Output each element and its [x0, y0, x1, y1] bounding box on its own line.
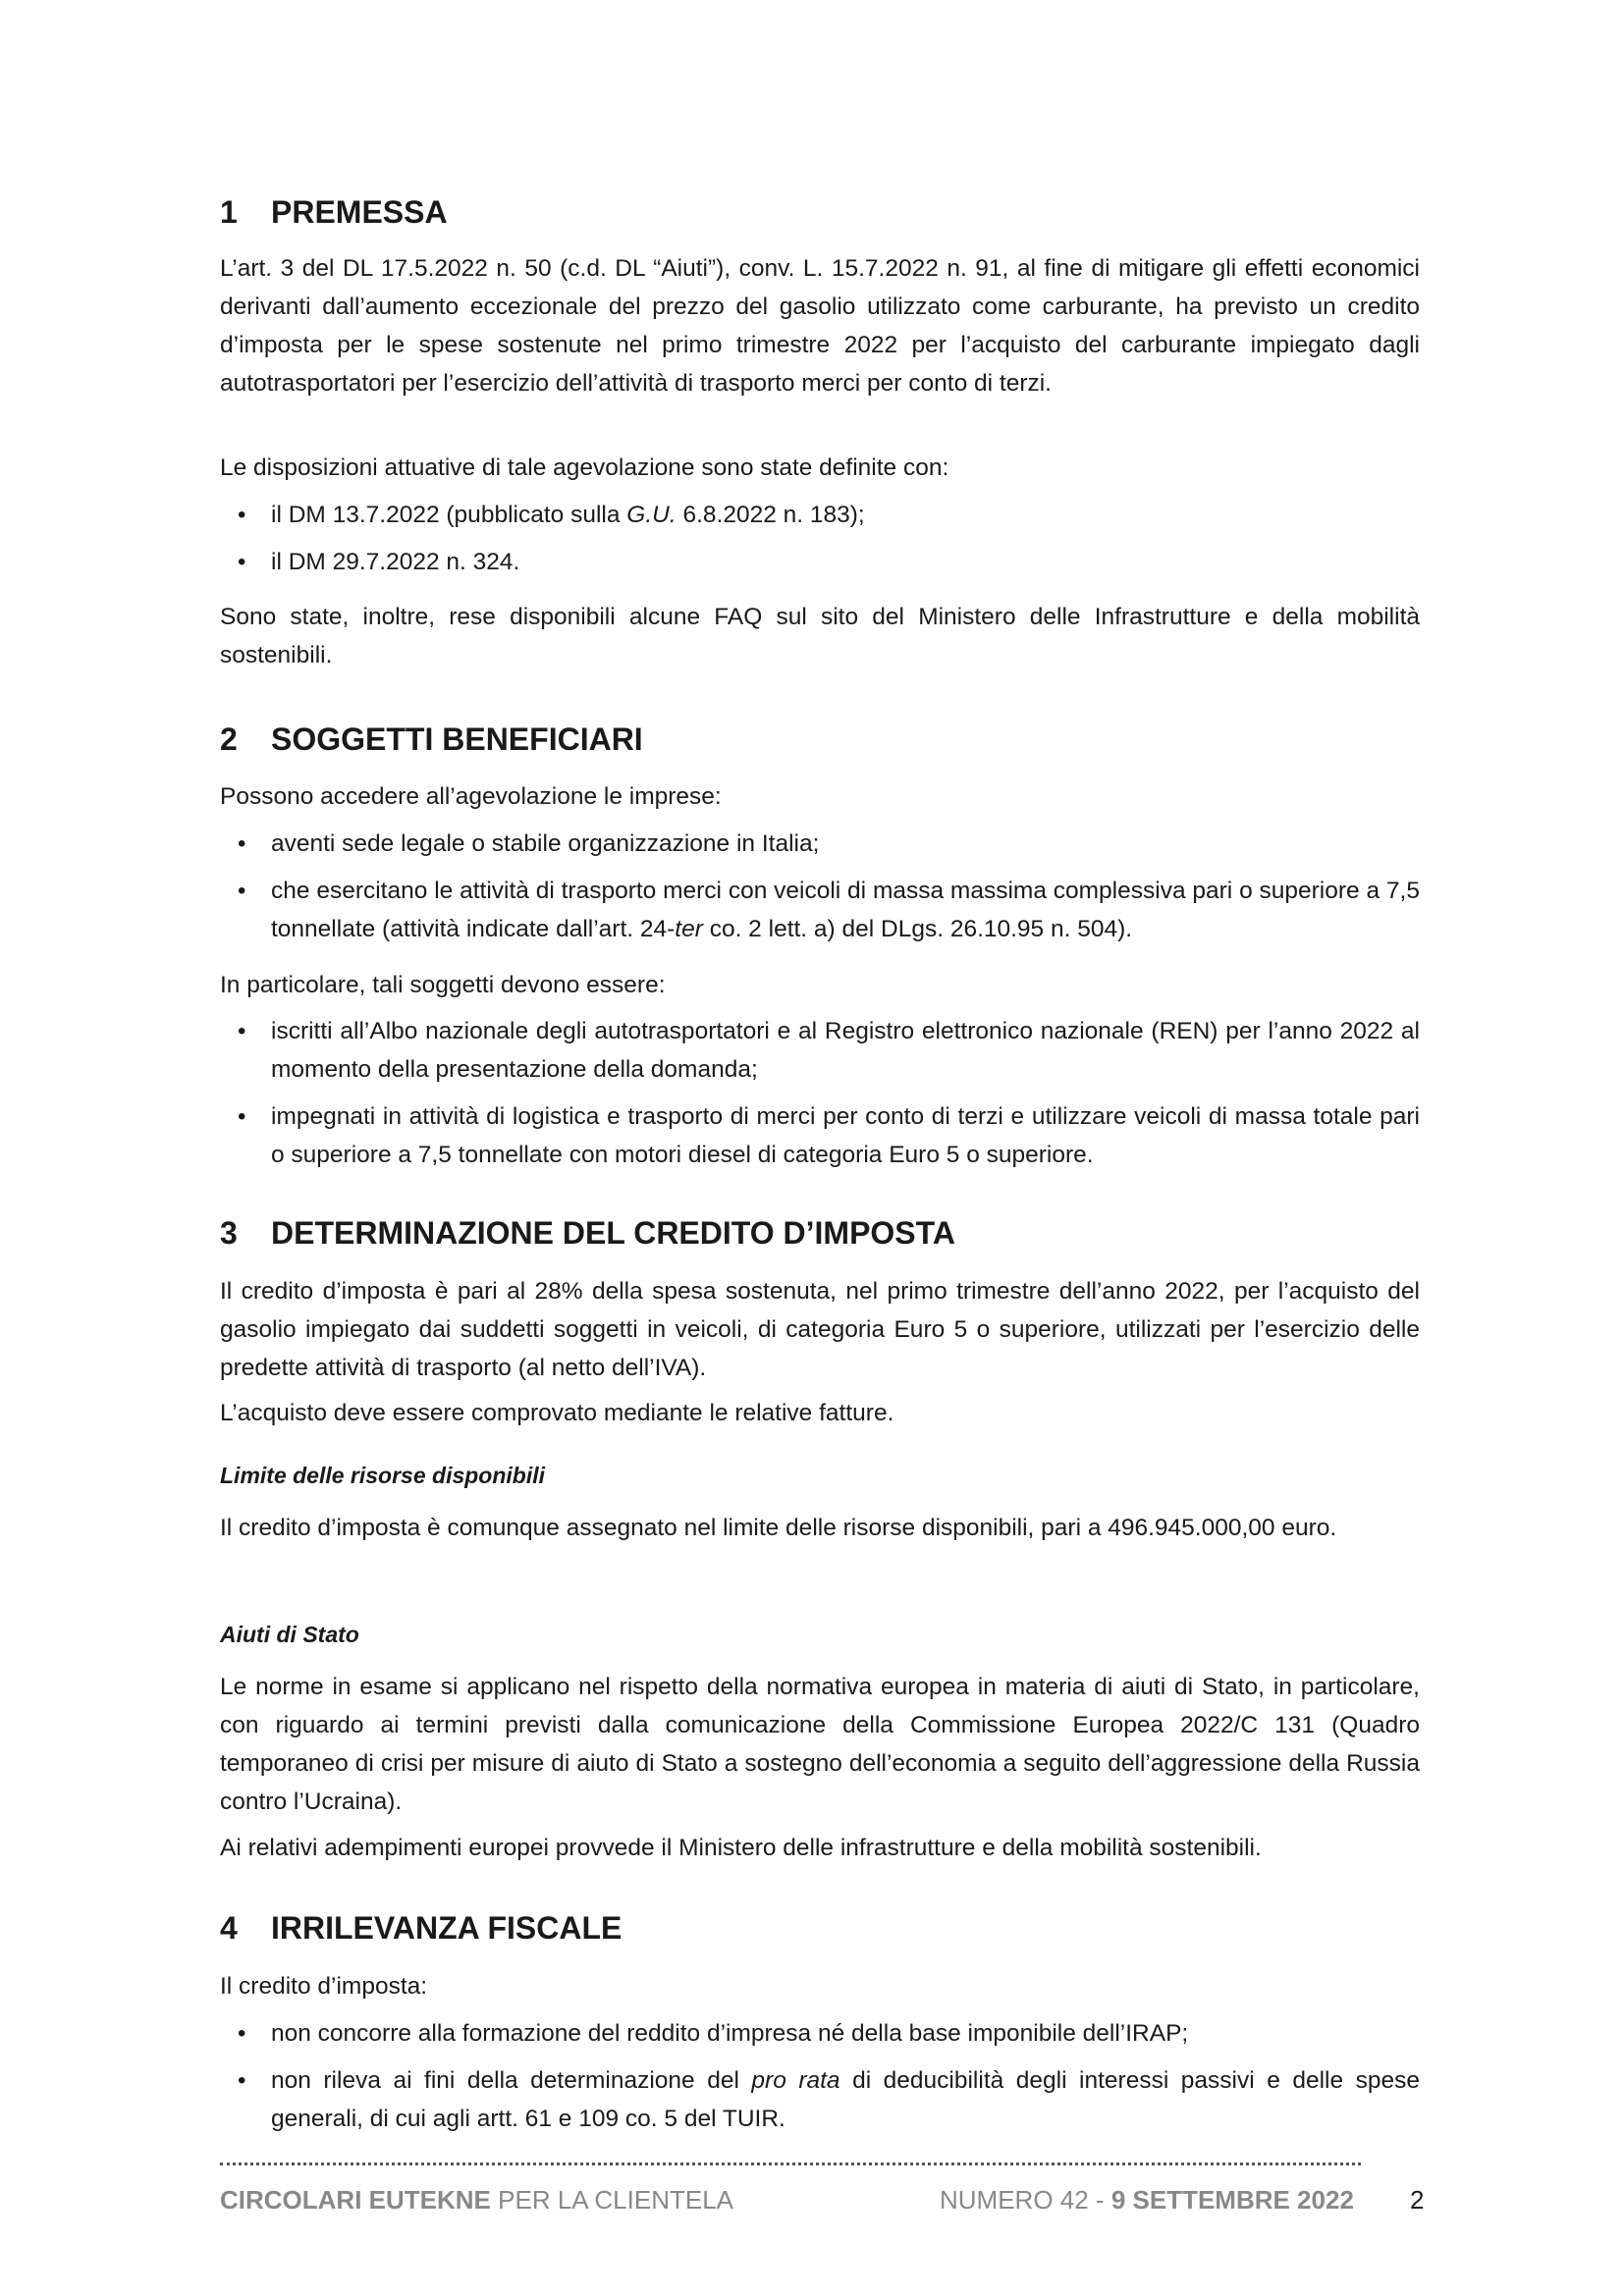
- section-4-paragraph-1: Il credito d’imposta:: [220, 1973, 428, 2000]
- section-number: 2: [220, 721, 238, 757]
- list-item: • non concorre alla formazione del reddito d’impresa né della base imponibile dell’IRAP;: [220, 2014, 1420, 2053]
- page-number: 2: [1410, 2185, 1425, 2215]
- section-3-paragraph-3: Il credito d’imposta è comunque assegnato nel limite delle risorse disponibili, pari a 496.945.000,00 euro.: [220, 1515, 1337, 1541]
- bullet-icon: •: [238, 1018, 246, 1044]
- list-item: • impegnati in attività di logistica e trasporto di merci per conto di terzi e utilizzare veicoli di massa totale pari o superiore a 7,5 tonnellate con motori diesel di categoria Euro 5 o superiore.: [220, 1097, 1420, 1174]
- section-3-paragraph-1: Il credito d’imposta è pari al 28% della spesa sostenuta, nel primo trimestre dell’anno 2022, per l’acquisto del gasolio impiegato dai suddetti soggetti in veicoli, di categoria Euro 5 o superiore, utilizzati per l’esercizio delle predette attività di trasporto (al netto dell’IVA).: [220, 1278, 1420, 1381]
- section-1-paragraph-3: Sono state, inoltre, rese disponibili alcune FAQ sul sito del Ministero delle Infrastrutture e della mobilità sostenibili.: [220, 604, 1420, 668]
- subheading-state-aid: Aiuti di Stato: [220, 1622, 359, 1647]
- section-2-paragraph-2: In particolare, tali soggetti devono essere:: [220, 972, 666, 998]
- list-item: • il DM 29.7.2022 n. 324.: [220, 543, 1420, 581]
- section-2-paragraph-1: Possono accedere all’agevolazione le imprese:: [220, 783, 722, 810]
- bullet-icon: •: [238, 502, 246, 528]
- section-title: PREMESSA: [271, 194, 448, 230]
- list-item: • aventi sede legale o stabile organizzazione in Italia;: [220, 825, 1420, 863]
- footer-issue: NUMERO 42 - 9 SETTEMBRE 2022: [940, 2185, 1354, 2215]
- section-1-heading: [220, 194, 448, 231]
- section-2-heading: [220, 721, 643, 758]
- bullet-icon: •: [238, 1103, 246, 1130]
- section-number: 1: [220, 194, 238, 230]
- section-3-paragraph-5: Ai relativi adempimenti europei provvede il Ministero delle infrastrutture e della mobilità sostenibili.: [220, 1835, 1262, 1861]
- section-number: 3: [220, 1215, 238, 1251]
- section-1-paragraph-2: Le disposizioni attuative di tale agevolazione sono state definite con:: [220, 454, 949, 481]
- list-item: • non rileva ai fini della determinazione del pro rata di deducibilità degli interessi passivi e delle spese generali, di cui agli artt. 61 e 109 co. 5 del TUIR.: [220, 2061, 1420, 2138]
- subheading-resource-limit: Limite delle risorse disponibili: [220, 1463, 546, 1488]
- section-3-heading: [220, 1215, 955, 1252]
- section-1-paragraph-1: L’art. 3 del DL 17.5.2022 n. 50 (c.d. DL “Aiuti”), conv. L. 15.7.2022 n. 91, al fine di mitigare gli effetti economici derivanti dall’aumento eccezionale del prezzo del gasolio utilizzato come carburante, ha previsto un credito d’imposta per le spese sostenute nel primo trimestre 2022 per l’acquisto del carburante impiegato dagli autotrasportatori per l’esercizio dell’attività di trasporto merci per conto di terzi.: [220, 255, 1420, 397]
- section-number: 4: [220, 1910, 238, 1946]
- section-title: IRRILEVANZA FISCALE: [271, 1910, 623, 1946]
- footer-brand: CIRCOLARI EUTEKNE PER LA CLIENTELA: [220, 2185, 734, 2215]
- footer-divider: [220, 2163, 1361, 2165]
- list-item: • il DM 13.7.2022 (pubblicato sulla G.U. 6.8.2022 n. 183);: [220, 496, 1420, 534]
- section-2-bullet-list-2: [220, 1012, 1420, 1174]
- bullet-icon: •: [238, 549, 246, 575]
- bullet-icon: •: [238, 878, 246, 904]
- page-footer: [220, 2185, 1425, 2224]
- list-item: • che esercitano le attività di trasporto merci con veicoli di massa massima complessiva pari o superiore a 7,5 tonnellate (attività indicate dall’art. 24-ter co. 2 lett. a) del DLgs. 26.10.95 n. 504).: [220, 872, 1420, 948]
- section-4-bullet-list: [220, 2014, 1420, 2138]
- section-3-paragraph-4: Le norme in esame si applicano nel rispetto della normativa europea in materia di aiuti di Stato, in particolare, con riguardo ai termini previsti dalla comunicazione della Commissione Europea 2022/C 131 (Quadro temporaneo di crisi per misure di aiuto di Stato a sostegno dell’economia a seguito dell’aggressione della Russia contro l’Ucraina).: [220, 1674, 1420, 1815]
- bullet-icon: •: [238, 2067, 246, 2094]
- section-title: DETERMINAZIONE DEL CREDITO D’IMPOSTA: [271, 1215, 955, 1251]
- section-4-heading: [220, 1910, 622, 1947]
- section-1-bullet-list: [220, 496, 1420, 581]
- bullet-icon: •: [238, 2020, 246, 2047]
- list-item: • iscritti all’Albo nazionale degli autotrasportatori e al Registro elettronico nazionale (REN) per l’anno 2022 al momento della presentazione della domanda;: [220, 1012, 1420, 1089]
- section-2-bullet-list-1: [220, 825, 1420, 948]
- bullet-icon: •: [238, 830, 246, 857]
- section-3-paragraph-2: L’acquisto deve essere comprovato mediante le relative fatture.: [220, 1400, 894, 1426]
- section-title: SOGGETTI BENEFICIARI: [271, 721, 643, 757]
